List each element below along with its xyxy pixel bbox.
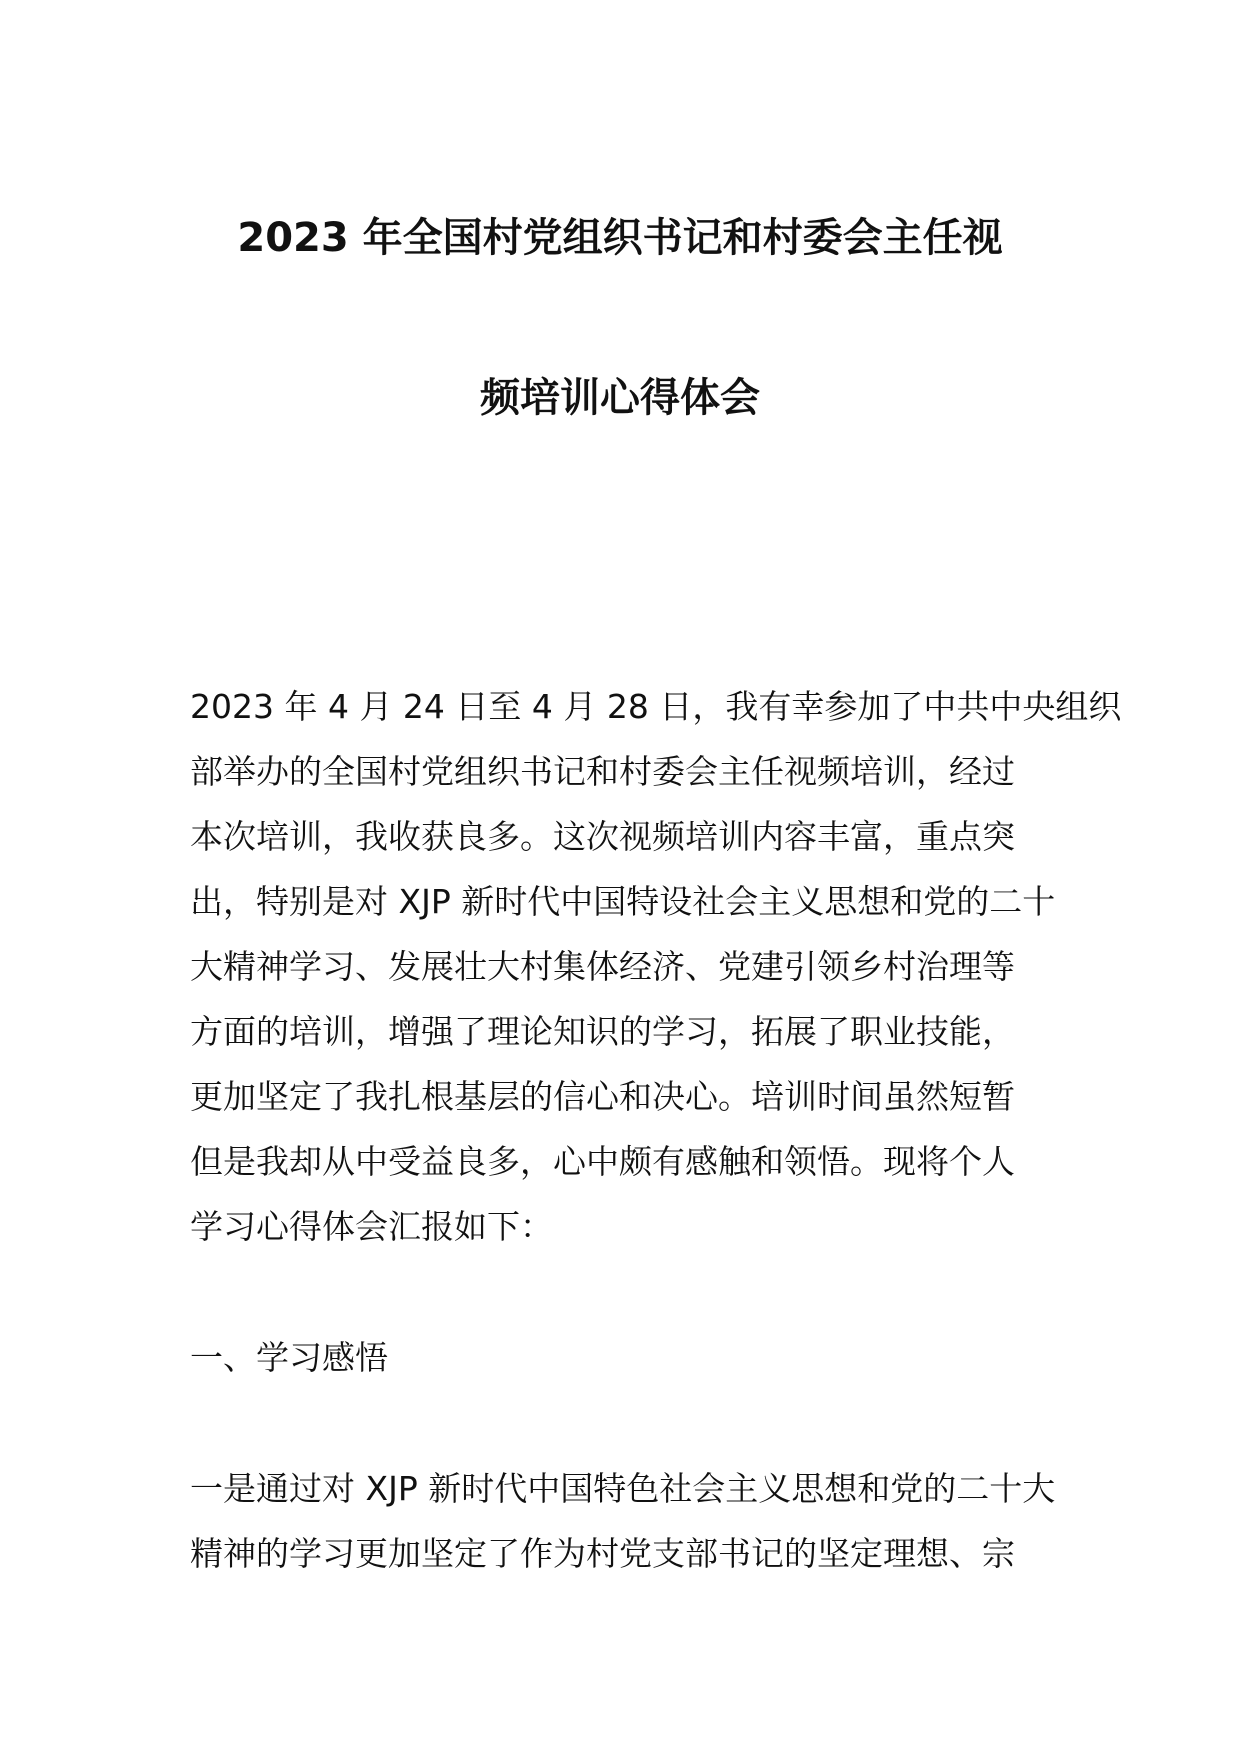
paragraph-line: 一是通过对 XJP 新时代中国特色社会主义思想和党的二十大 (190, 1469, 1056, 1508)
document-title-line-2: 频培训心得体会 (480, 375, 760, 421)
paragraph-line: 2023 年 4 月 24 日至 4 月 28 日，我有幸参加了中共中央组织 (190, 687, 1122, 726)
section-heading: 一、学习感悟 (190, 1338, 388, 1377)
paragraph-line: 学习心得体会汇报如下： (190, 1207, 553, 1246)
paragraph-line: 方面的培训，增强了理论知识的学习，拓展了职业技能， (190, 1012, 1015, 1051)
paragraph-line: 精神的学习更加坚定了作为村党支部书记的坚定理想、宗 (190, 1534, 1015, 1573)
paragraph-line: 本次培训，我收获良多。这次视频培训内容丰富，重点突 (190, 817, 1015, 856)
paragraph-line: 部举办的全国村党组织书记和村委会主任视频培训，经过 (190, 752, 1015, 791)
document-title-line-1: 2023 年全国村党组织书记和村委会主任视 (237, 215, 1003, 261)
paragraph-line: 出，特别是对 XJP 新时代中国特设社会主义思想和党的二十 (190, 882, 1056, 921)
paragraph-line: 更加坚定了我扎根基层的信心和决心。培训时间虽然短暂 (190, 1077, 1015, 1116)
paragraph-line: 但是我却从中受益良多，心中颇有感触和领悟。现将个人 (190, 1142, 1015, 1181)
paragraph-line: 大精神学习、发展壮大村集体经济、党建引领乡村治理等 (190, 947, 1015, 986)
